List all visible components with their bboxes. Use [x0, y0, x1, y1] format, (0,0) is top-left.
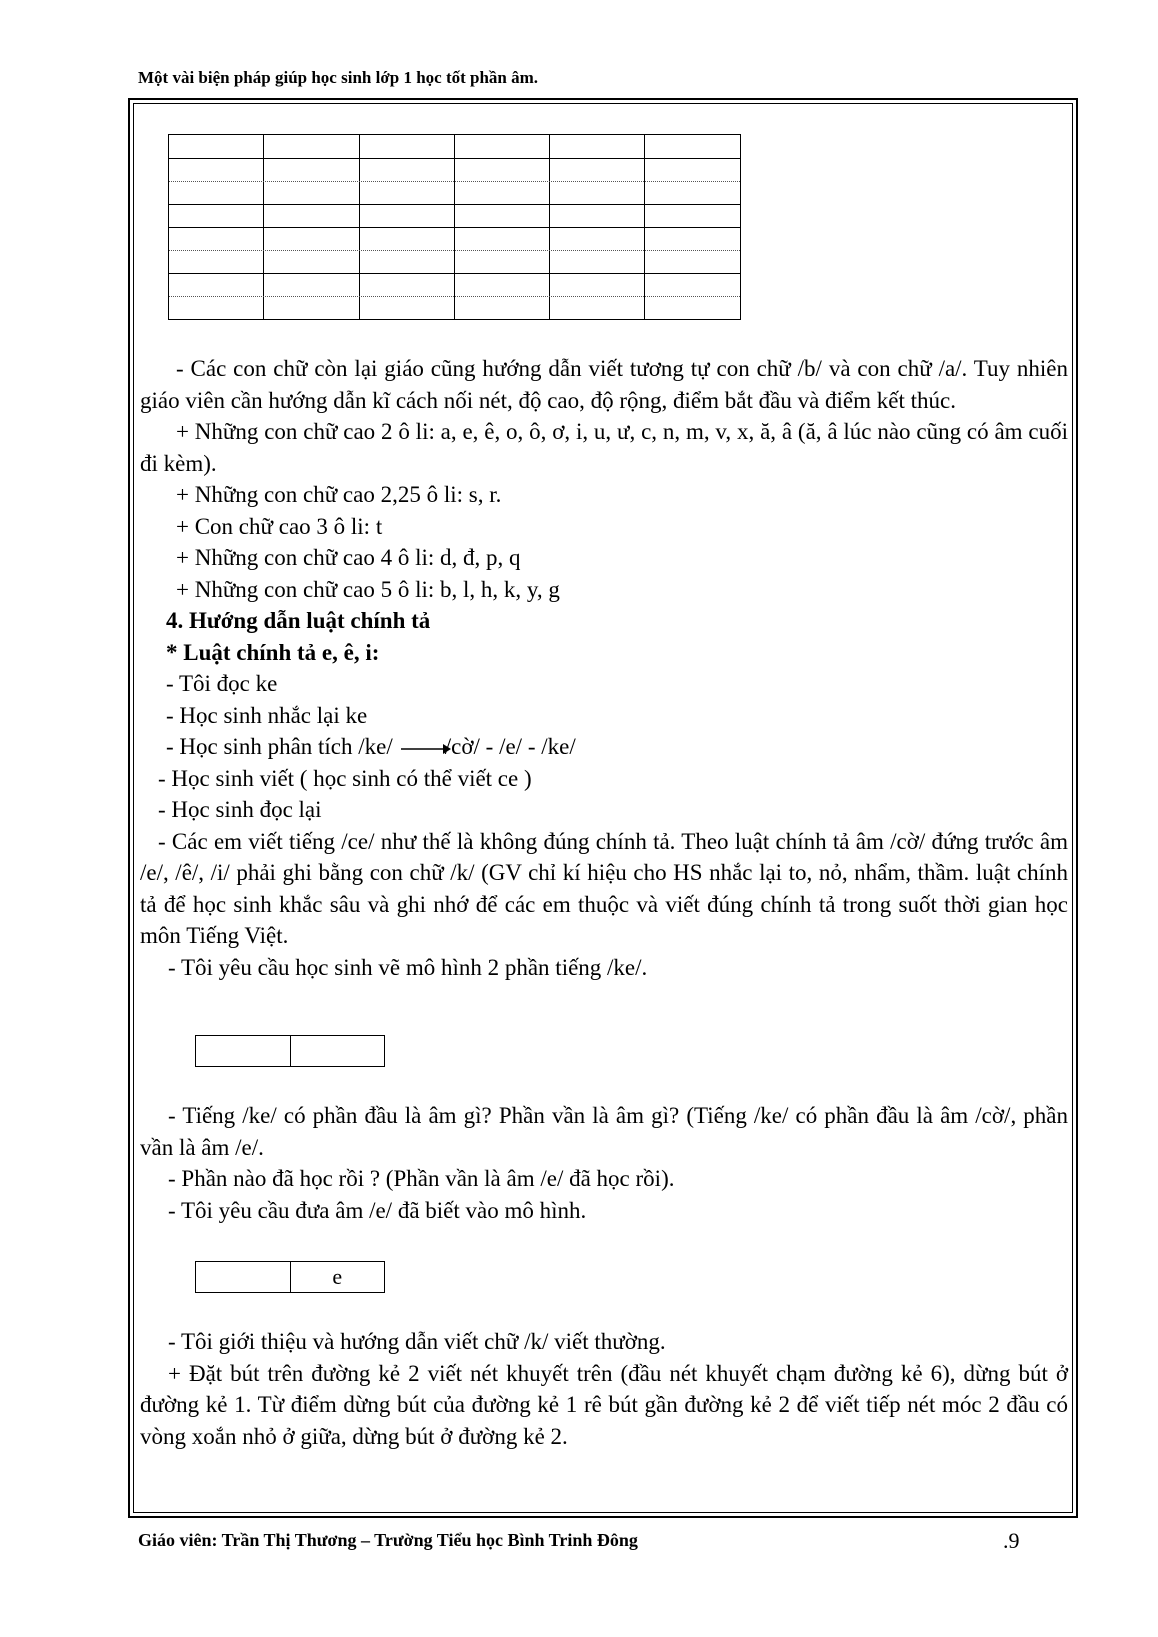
grid-row-line — [169, 250, 740, 251]
section-subheading: * Luật chính tả e, ê, i: — [166, 639, 380, 665]
text-block-2 — [140, 1100, 1068, 1226]
paragraph: - Các con chữ còn lại giáo cũng hướng dẫn viết tương tự con chữ /b/ và con chữ /a/. Tuy nhiên giáo viên cần hướng dẫn kĩ cách nối nét, độ cao, độ rộng, điểm bắt đầu và điểm kết thúc. — [140, 356, 1068, 413]
word-model-filled — [195, 1261, 385, 1293]
paragraph: + Đặt bút trên đường kẻ 2 viết nét khuyết trên (đầu nét khuyết chạm đường kẻ 6), dừng bút ở đường kẻ 1. Từ điểm dừng bút của đường kẻ 1 rê bút gần đường kẻ 2 để viết tiếp nét móc 2 đầu có vòng xoắn nhỏ ở giữa, dừng bút ở đường kẻ 2. — [140, 1360, 1068, 1449]
text-block-1 — [140, 353, 1068, 983]
list-item: - Học sinh viết ( học sinh có thể viết ce ) — [158, 765, 532, 791]
grid-row-line — [169, 181, 740, 182]
document-header: Một vài biện pháp giúp học sinh lớp 1 học tốt phần âm. — [138, 68, 539, 87]
section-heading: 4. Hướng dẫn luật chính tả — [166, 608, 431, 633]
list-item: - Tôi giới thiệu và hướng dẫn viết chữ /k/ viết thường. — [168, 1329, 666, 1354]
list-item: + Những con chữ cao 2,25 ô li: s, r. — [176, 482, 502, 507]
paragraph: - Các em viết tiếng /ce/ như thế là không đúng chính tả. Theo luật chính tả âm /cờ/ đứng trước âm /e/, /ê/, /i/ phải ghi bằng con chữ /k/ (GV chỉ kí hiệu cho HS nhắc lại to, nỏ, nhẩm, thầm. luật chính tả để học sinh khắc sâu và ghi nhớ để các em thuộc và viết đúng chính tả trong suốt thời gian học môn Tiếng Việt. — [140, 828, 1068, 948]
document-footer: Giáo viên: Trần Thị Thương – Trường Tiểu học Bình Trinh Đông — [138, 1530, 638, 1550]
model-cell-onset — [196, 1262, 290, 1292]
text-block-3 — [140, 1326, 1068, 1452]
grid-row-line — [169, 273, 740, 274]
grid-row-line — [169, 296, 740, 297]
list-item: + Con chữ cao 3 ô li: t — [176, 513, 383, 539]
list-item: - Tôi yêu cầu học sinh vẽ mô hình 2 phần tiếng /ke/. — [168, 954, 648, 980]
model-cell-onset — [196, 1036, 290, 1066]
grid-row-line — [169, 204, 740, 205]
page-number: .9 — [1003, 1528, 1020, 1553]
paragraph: - Tiếng /ke/ có phần đầu là âm gì? Phần vần là âm gì? (Tiếng /ke/ có phần đầu là âm /cờ/, phần vần là âm /e/. — [140, 1103, 1068, 1160]
analysis-line — [140, 731, 1068, 763]
list-item: + Những con chữ cao 4 ô li: d, đ, p, q — [176, 545, 521, 570]
list-item: - Học sinh nhắc lại ke — [166, 702, 368, 728]
list-item: + Những con chữ cao 5 ô li: b, l, h, k, y, g — [176, 576, 560, 602]
grid-row-line — [169, 227, 740, 228]
list-item: - Học sinh đọc lại — [158, 797, 322, 822]
list-item: - Tôi yêu cầu đưa âm /e/ đã biết vào mô hình. — [168, 1197, 587, 1223]
list-item: - Tôi đọc ke — [166, 671, 278, 696]
handwriting-grid — [168, 134, 741, 320]
analysis-result: /cờ/ - /e/ - /ke/ — [444, 734, 576, 759]
list-item: - Phần nào đã học rồi ? (Phần vần là âm /e/ đã học rồi). — [168, 1166, 675, 1191]
paragraph: + Những con chữ cao 2 ô li: a, e, ê, o, ô, ơ, i, u, ư, c, n, m, v, x, ă, â (ă, â lúc nào cũng có âm cuối đi kèm). — [140, 419, 1068, 476]
analysis-label: - Học sinh phân tích /ke/ — [166, 734, 393, 759]
model-cell-rhyme — [290, 1036, 385, 1066]
arrow-right-icon — [399, 742, 451, 756]
grid-row-line — [169, 158, 740, 159]
word-model-empty — [195, 1035, 385, 1067]
model-cell-rhyme: e — [290, 1262, 385, 1292]
